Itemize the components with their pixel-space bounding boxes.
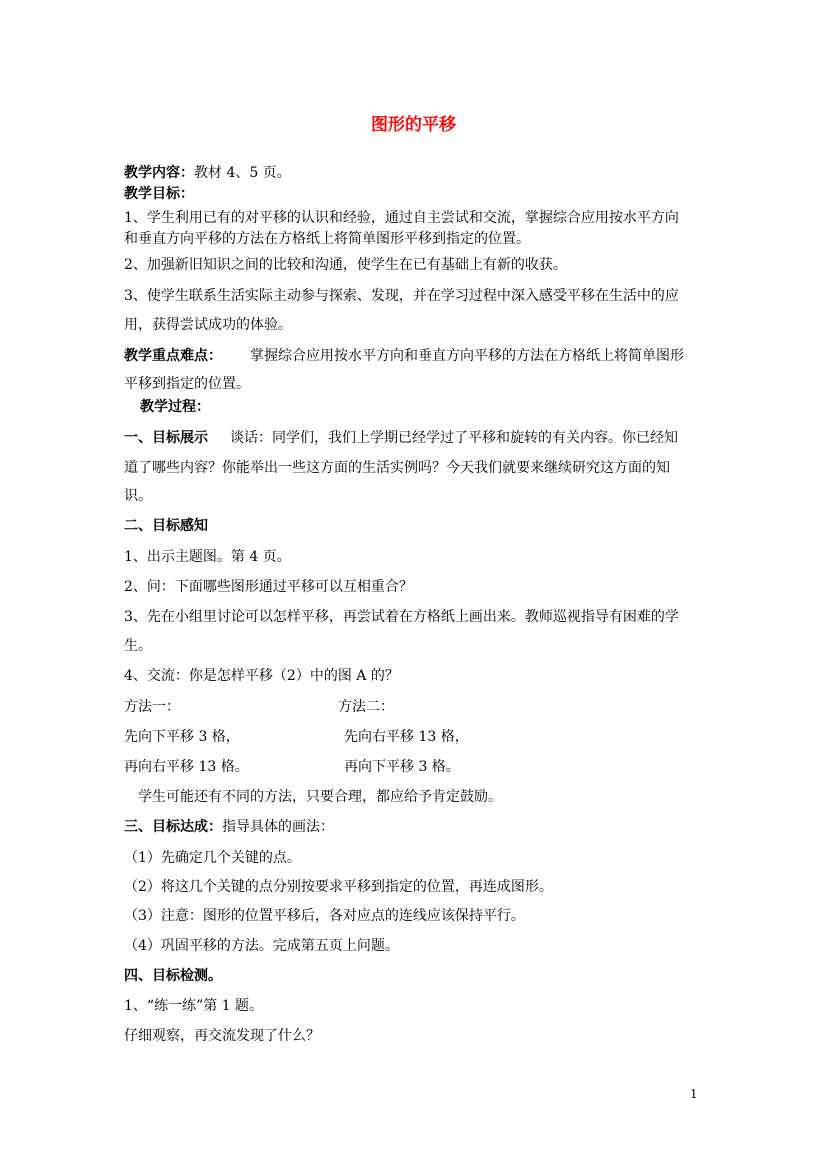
method2-label: 方法二： bbox=[338, 699, 394, 715]
goal-line: 和垂直方向平移的方法在方格纸上将简单图形平移到指定的位置。 bbox=[124, 231, 530, 247]
section2-heading: 二、目标感知 bbox=[124, 518, 208, 534]
list-item: 4、交流：你是怎样平移（2）中的图 A 的？ bbox=[124, 668, 399, 684]
list-item: （3）注意：图形的位置平移后，各对应点的连线应该保持平行。 bbox=[124, 908, 525, 924]
list-item: 1、出示主题图。第 4 页。 bbox=[124, 549, 291, 565]
method2-step: 再向下平移 3 格。 bbox=[344, 759, 460, 775]
content-line bbox=[124, 163, 291, 183]
page-number: 1 bbox=[690, 1087, 698, 1101]
key-points-text: 掌握综合应用按水平方向和垂直方向平移的方法在方格纸上将简单图形 bbox=[250, 348, 684, 364]
list-item: 1、“练一练”第 1 题。 bbox=[124, 998, 264, 1014]
key-points-line bbox=[124, 346, 684, 366]
section1-line-3: 识。 bbox=[124, 488, 152, 504]
goals-heading: 教学目标： bbox=[124, 186, 194, 202]
list-item: （2）将这几个关键的点分别按要求平移到指定的位置，再连成图形。 bbox=[124, 879, 553, 895]
section1-heading: 一、目标展示 bbox=[124, 430, 208, 446]
list-item: 3、先在小组里讨论可以怎样平移，再尝试着在方格纸上画出来。教师巡视指导有困难的学 bbox=[124, 609, 679, 625]
process-heading: 教学过程： bbox=[140, 399, 210, 415]
section4-heading: 四、目标检测。 bbox=[124, 968, 222, 984]
page-title: 图形的平移 bbox=[371, 115, 456, 135]
key-points-label: 教学重点难点： bbox=[124, 348, 222, 364]
section1-text: 谈话：同学们，我们上学期已经学过了平移和旋转的有关内容。你已经知 bbox=[230, 430, 678, 446]
goal-line: 用，获得尝试成功的体验。 bbox=[124, 317, 292, 333]
goal-line: 3、使学生联系生活实际主动参与探索、发现，并在学习过程中深入感受平移在生活中的应 bbox=[124, 288, 679, 304]
method1-step: 再向右平移 13 格。 bbox=[124, 759, 249, 775]
key-points-line-2: 平移到指定的位置。 bbox=[124, 376, 250, 392]
goal-line: 1、学生利用已有的对平移的认识和经验，通过自主尝试和交流，掌握综合应用按水平方向 bbox=[124, 210, 679, 226]
list-item: （1）先确定几个关键的点。 bbox=[124, 850, 301, 866]
section1-line bbox=[124, 428, 678, 448]
section3-heading: 三、目标达成： bbox=[124, 819, 222, 835]
section2-note: 学生可能还有不同的方法，只要合理，都应给予肯定鼓励。 bbox=[138, 789, 502, 805]
content-text: 教材 4、5 页。 bbox=[194, 165, 291, 181]
section3-text: 指导具体的画法： bbox=[222, 819, 334, 835]
list-item: 2、问：下面哪些图形通过平移可以互相重合？ bbox=[124, 579, 413, 595]
list-item: 生。 bbox=[124, 638, 152, 654]
method1-label: 方法一： bbox=[124, 699, 180, 715]
list-item: 仔细观察，再交流发现了什么？ bbox=[124, 1028, 320, 1044]
goal-line: 2、加强新旧知识之间的比较和沟通，使学生在已有基础上有新的收获。 bbox=[124, 257, 567, 273]
section1-line-2: 道了哪些内容？你能举出一些这方面的生活实例吗？今天我们就要来继续研究这方面的知 bbox=[124, 460, 670, 476]
section3-line bbox=[124, 817, 334, 837]
list-item: （4）巩固平移的方法。完成第五页上问题。 bbox=[124, 938, 399, 954]
method1-step: 先向下平移 3 格， bbox=[124, 729, 240, 745]
method2-step: 先向右平移 13 格， bbox=[344, 729, 469, 745]
content-label: 教学内容： bbox=[124, 165, 194, 181]
